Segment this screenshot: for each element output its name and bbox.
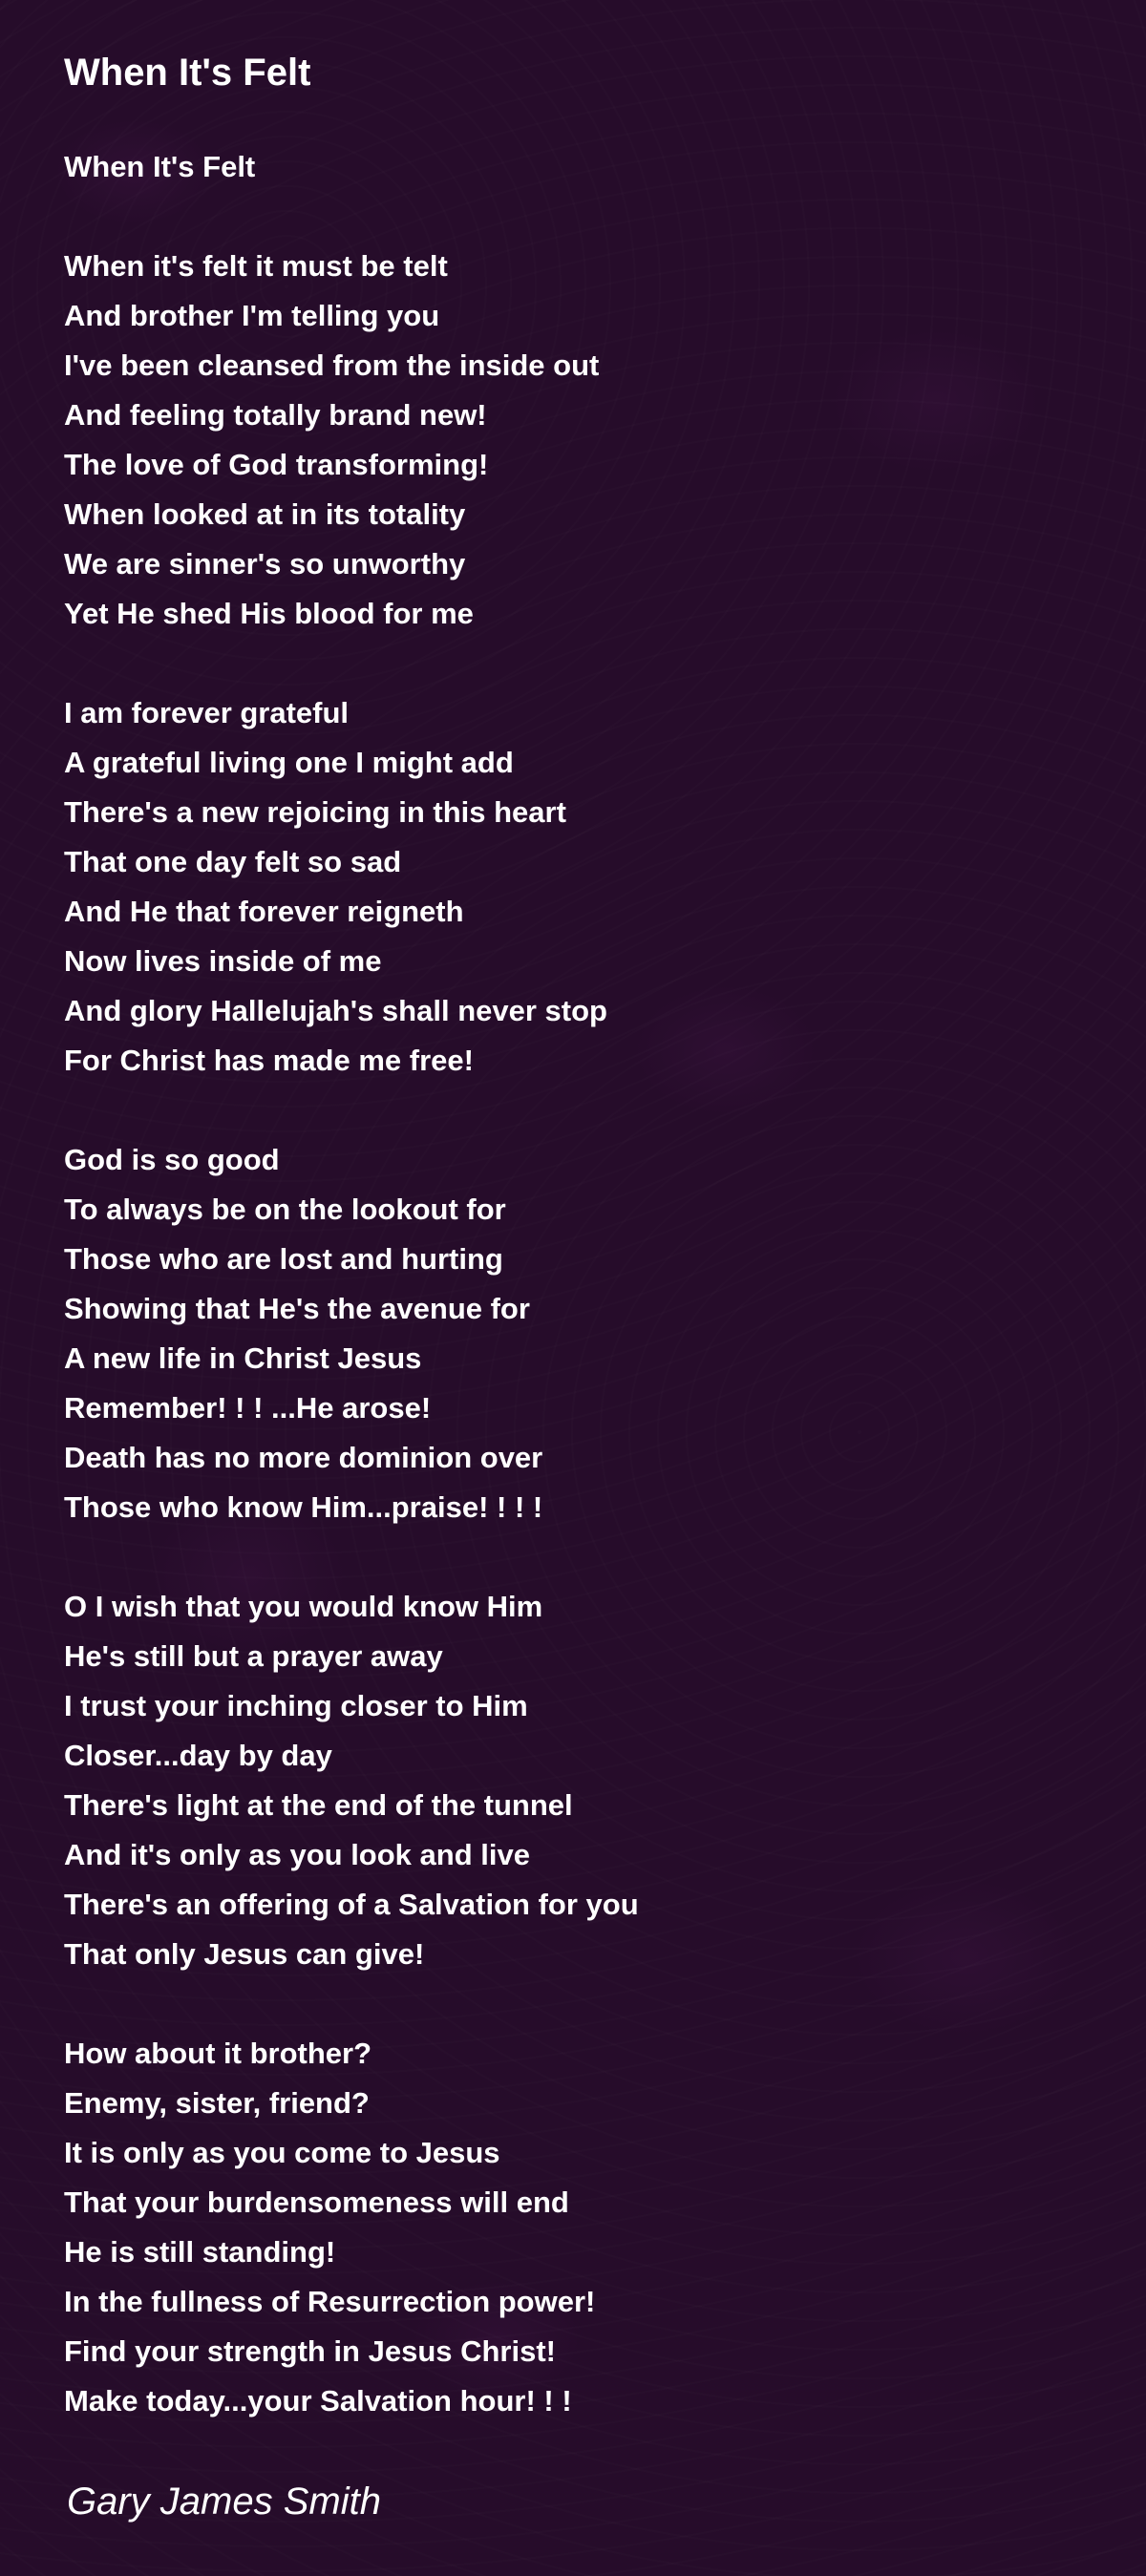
poem-line: Showing that He's the avenue for — [64, 1292, 530, 1325]
poem-line: Death has no more dominion over — [64, 1441, 543, 1474]
poem-line: And glory Hallelujah's shall never stop — [64, 994, 607, 1027]
poem-title: When It's Felt — [64, 52, 311, 94]
poem-line: When It's Felt — [64, 150, 256, 183]
stanza-break — [64, 192, 1095, 242]
poem-line: That your burdensomeness will end — [64, 2185, 569, 2219]
poem-line: I trust your inching closer to Him — [64, 1689, 528, 1722]
stanza-break — [64, 1086, 1095, 1135]
poem-line: Enemy, sister, friend? — [64, 2086, 370, 2120]
author-signature: Gary James Smith — [67, 2481, 381, 2523]
poem-line: There's an offering of a Salvation for you — [64, 1888, 639, 1921]
poem-line: Now lives inside of me — [64, 944, 382, 978]
poem-line: And feeling totally brand new! — [64, 398, 487, 432]
poem-line: When looked at in its totality — [64, 497, 466, 531]
poem-line: We are sinner's so unworthy — [64, 547, 466, 581]
poem-line: O I wish that you would know Him — [64, 1590, 543, 1623]
poem-line: I am forever grateful — [64, 696, 350, 729]
poem-line: It is only as you come to Jesus — [64, 2136, 500, 2169]
poem-line: In the fullness of Resurrection power! — [64, 2285, 596, 2318]
stanza-break — [64, 639, 1095, 688]
poem-line: Find your strength in Jesus Christ! — [64, 2334, 556, 2368]
poem-line: How about it brother? — [64, 2037, 372, 2070]
poem-line: He's still but a prayer away — [64, 1639, 443, 1673]
poem-line: A new life in Christ Jesus — [64, 1341, 422, 1375]
poem-line: He is still standing! — [64, 2235, 336, 2269]
poem-line: Closer...day by day — [64, 1739, 332, 1772]
stanza-break — [64, 1979, 1095, 2029]
poem-line: A grateful living one I might add — [64, 746, 514, 779]
poem-line: Yet He shed His blood for me — [64, 597, 474, 630]
poem-line: God is so good — [64, 1143, 280, 1176]
poem-line: And brother I'm telling you — [64, 299, 440, 332]
poem-line: The love of God transforming! — [64, 448, 489, 481]
poem-line: Those who are lost and hurting — [64, 1242, 503, 1276]
poem-line: For Christ has made me free! — [64, 1044, 474, 1077]
poem-line: Those who know Him...praise! ! ! ! — [64, 1490, 543, 1524]
poem-line: There's light at the end of the tunnel — [64, 1788, 573, 1822]
poem-line: Remember! ! ! ...He arose! — [64, 1391, 432, 1425]
poem-line: I've been cleansed from the inside out — [64, 348, 600, 382]
poem-line: That one day felt so sad — [64, 845, 402, 878]
poem-line: That only Jesus can give! — [64, 1937, 425, 1971]
poem-body — [64, 142, 1095, 2426]
poem-line: There's a new rejoicing in this heart — [64, 795, 566, 829]
poem-line: And He that forever reigneth — [64, 895, 464, 928]
poem-line: Make today...your Salvation hour! ! ! — [64, 2384, 572, 2418]
poem-line: And it's only as you look and live — [64, 1838, 530, 1871]
poem-line: To always be on the lookout for — [64, 1193, 506, 1226]
poem-line: When it's felt it must be telt — [64, 249, 448, 283]
stanza-break — [64, 1532, 1095, 1582]
